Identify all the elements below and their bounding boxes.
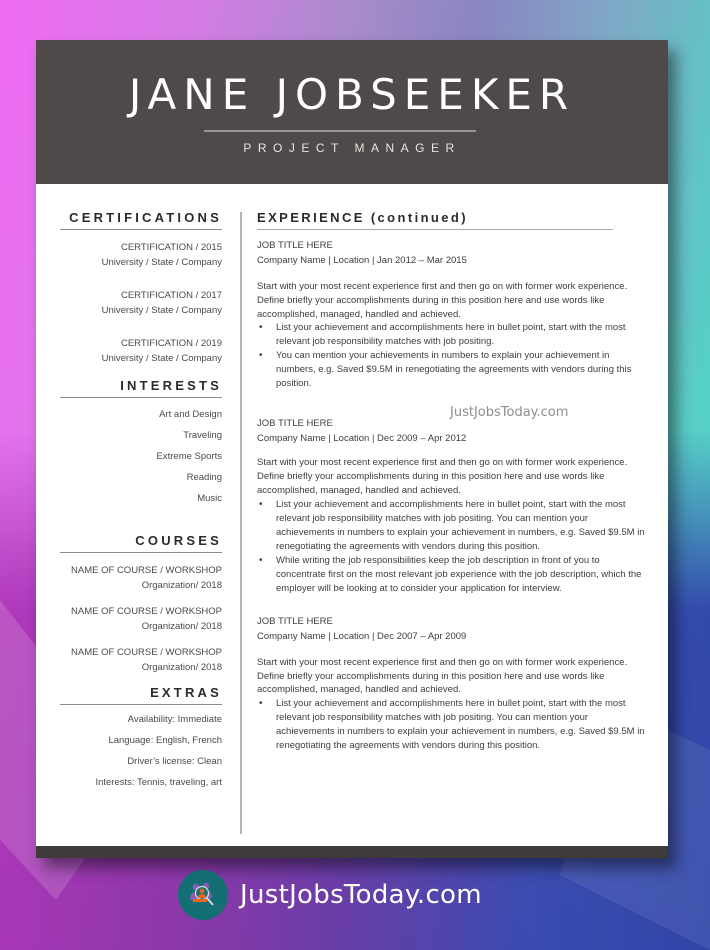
interests-section: [60, 378, 222, 509]
course-item: [60, 645, 222, 675]
certification-issuer: University / State / Company: [101, 305, 222, 316]
certification-issuer: University / State / Company: [101, 353, 222, 364]
job-bullet: • List your achievement and accomplishments here in bullet point, start with the most relevant job responsibility matches with job positing. You can mention your achievements in numbers to explain your achievement in numbers, e.g. Saved $9.5M in renegotiating the agreements with vendors during this position.: [257, 498, 647, 554]
interest-item: Music: [197, 493, 222, 504]
extra-item: Availability: Immediate: [127, 714, 222, 725]
section-title: INTERESTS: [60, 378, 222, 398]
job-description: Start with your most recent experience first and then go on with former work experience. Define briefly your accomplishments during in this position here and use words like accomplished, managed, handled and achieved.: [257, 457, 628, 496]
job-bullet: • List your achievement and accomplishments here in bullet point, start with the most relevant job responsibility matches with job positing.: [257, 321, 647, 349]
course-org: Organization/ 2018: [141, 580, 222, 591]
job-title: JOB TITLE HERE: [257, 615, 333, 627]
job-bullets: [257, 321, 647, 391]
courses-section: [60, 533, 222, 675]
resume-footer-bar: [36, 846, 668, 858]
interest-item: Reading: [186, 472, 222, 483]
certification-name: CERTIFICATION / 2017: [120, 290, 222, 301]
resume-page: [36, 40, 668, 858]
sidebar-column: [60, 210, 222, 793]
section-title: CERTIFICATIONS: [60, 210, 222, 230]
course-org: Organization/ 2018: [141, 621, 222, 632]
extra-item: Language: English, French: [108, 735, 222, 746]
job-bullet: • List your achievement and accomplishments here in bullet point, start with the most relevant job responsibility matches with job positing. You can mention your achievements in numbers to explain your achievement in numbers, e.g. Saved $9.5M in renegotiating the agreements with vendors during this position.: [257, 697, 647, 753]
candidate-name: JANE JOBSEEKER: [128, 70, 576, 119]
section-title: EXTRAS: [60, 685, 222, 705]
extras-section: [60, 685, 222, 793]
job-meta: Company Name | Location | Dec 2007 – Apr 2009: [257, 630, 467, 642]
interest-item: Extreme Sports: [156, 451, 222, 462]
job-meta: Company Name | Location | Jan 2012 – Mar 2015: [257, 255, 467, 266]
certifications-section: [60, 210, 222, 366]
course-name: NAME OF COURSE / WORKSHOP: [71, 647, 222, 658]
course-item: [60, 563, 222, 593]
candidate-role: PROJECT MANAGER: [243, 141, 461, 155]
job-title: JOB TITLE HERE: [257, 240, 333, 251]
job-bullet: • While writing the job responsibilities keep the job description in front of you to concentrate first on the most relevant job experience with the job description, which the employer will be looking at to consider your application for interview.: [257, 554, 647, 596]
experience-column: [257, 210, 647, 753]
header-divider: [204, 130, 476, 132]
course-name: NAME OF COURSE / WORKSHOP: [71, 565, 222, 576]
people-search-icon: [178, 870, 228, 920]
job-description: Start with your most recent experience first and then go on with former work experience. Define briefly your accomplishments during in this position here and use words like accomplished, managed, handled and achieved.: [257, 281, 628, 320]
extra-item: Interests: Tennis, traveling, art: [95, 777, 222, 788]
certification-name: CERTIFICATION / 2019: [120, 338, 222, 349]
section-title: EXPERIENCE (continued): [257, 210, 613, 230]
course-name: NAME OF COURSE / WORKSHOP: [71, 606, 222, 617]
job-entry: [257, 615, 647, 753]
brand-footer[interactable]: [178, 870, 482, 920]
course-org: Organization/ 2018: [141, 662, 222, 673]
job-entry: [257, 417, 647, 595]
certification-item: [60, 336, 222, 366]
watermark-text: JustJobsToday.com: [450, 405, 569, 420]
brand-site-name[interactable]: JustJobsToday.com: [240, 880, 482, 910]
interest-item: Art and Design: [159, 409, 222, 420]
section-title: COURSES: [60, 533, 222, 553]
job-bullets: [257, 697, 647, 753]
certification-item: [60, 240, 222, 270]
course-item: [60, 604, 222, 634]
job-title: JOB TITLE HERE: [257, 418, 333, 430]
extra-item: Driver’s license: Clean: [127, 756, 222, 767]
certification-issuer: University / State / Company: [101, 257, 222, 268]
job-entry: [257, 239, 647, 391]
certification-item: [60, 288, 222, 318]
certification-name: CERTIFICATION / 2015: [120, 242, 222, 253]
job-bullets: [257, 498, 647, 596]
job-description: Start with your most recent experience first and then go on with former work experience. Define briefly your accomplishments during in this position here and use words like accomplished, managed, handled and achieved.: [257, 656, 628, 696]
interest-item: Traveling: [183, 430, 222, 441]
resume-header: [36, 40, 668, 184]
job-bullet: • You can mention your achievements in numbers to explain your achievement in numbers, e.g. Saved $9.5M in renegotiating the agreements with vendors during this position.: [257, 349, 647, 391]
column-divider: [240, 212, 242, 834]
job-meta: Company Name | Location | Dec 2009 – Apr 2012: [257, 433, 467, 445]
